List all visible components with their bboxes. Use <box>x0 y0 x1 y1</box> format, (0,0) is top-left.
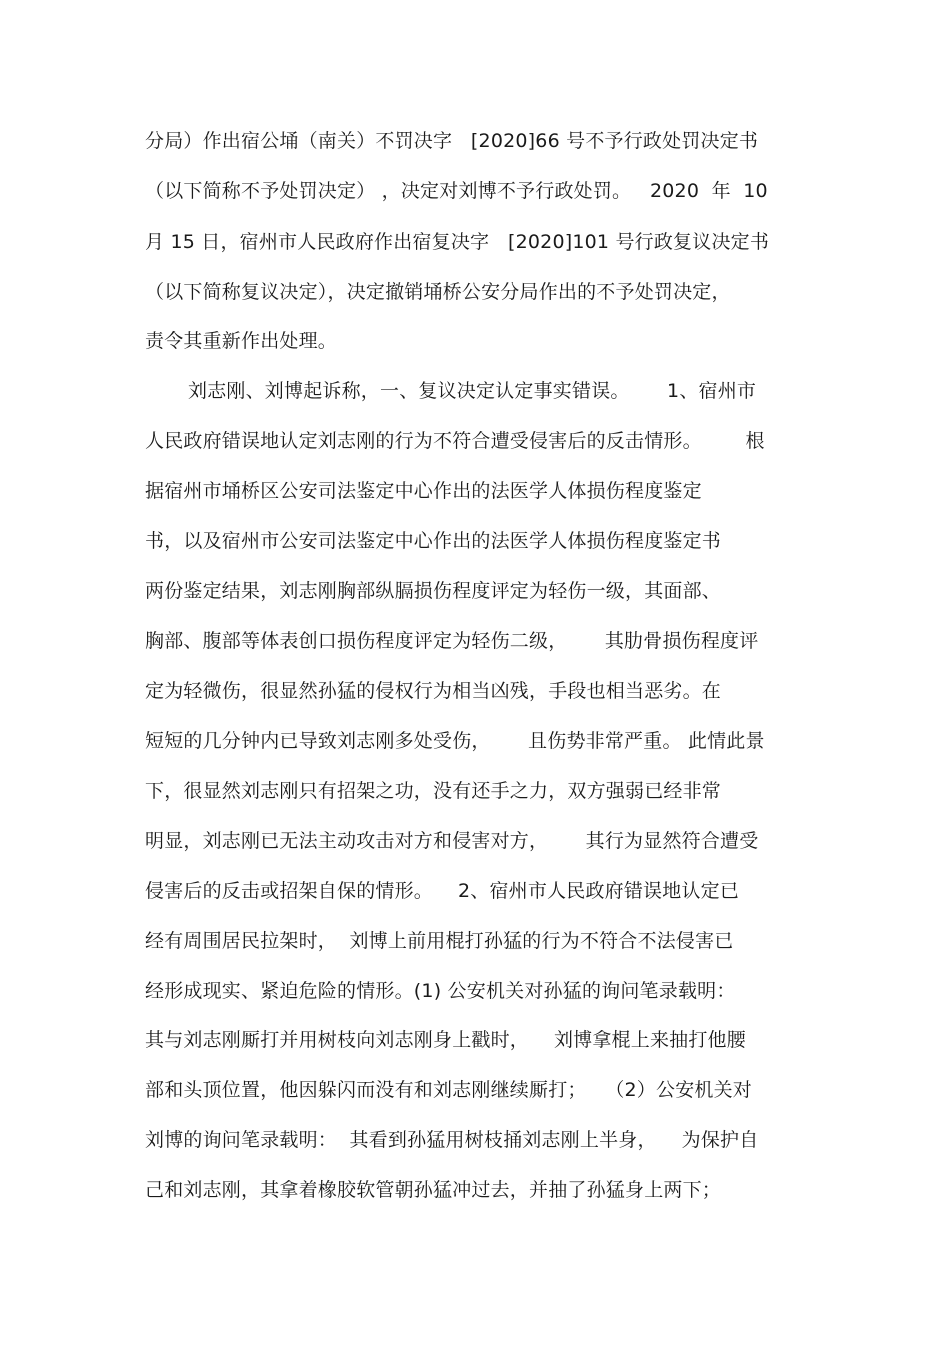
text-line: 其与刘志刚厮打并用树枝向刘志刚身上戳时， 刘博拿棍上来抽打他腰 <box>145 1029 746 1051</box>
text-line: 经有周围居民拉架时， 刘博上前用棍打孙猛的行为不符合不法侵害已 <box>145 930 734 952</box>
text-line: 侵害后的反击或招架自保的情形。 2、宿州市人民政府错误地认定已 <box>145 880 740 902</box>
text-line: 责令其重新作出处理。 <box>145 330 338 352</box>
text-line: （以下简称不予处罚决定） ，决定对刘博不予行政处罚。 2020 年 10 <box>145 180 768 202</box>
text-line: （以下简称复议决定），决定撤销埇桥公安分局作出的不予处罚决定， <box>145 281 731 303</box>
text-line: 两份鉴定结果，刘志刚胸部纵膈损伤程度评定为轻伤一级，其面部、 <box>145 580 722 602</box>
text-line: 下，很显然刘志刚只有招架之功，没有还手之力，双方强弱已经非常 <box>145 780 722 802</box>
text-line: 己和刘志刚，其拿着橡胶软管朝孙猛冲过去，并抽了孙猛身上两下； <box>145 1179 722 1201</box>
text-line: 人民政府错误地认定刘志刚的行为不符合遭受侵害后的反击情形。 根 <box>145 430 765 452</box>
text-line: 据宿州市埇桥区公安司法鉴定中心作出的法医学人体损伤程度鉴定 <box>145 480 702 502</box>
text-line: 经形成现实、紧迫危险的情形。(1) 公安机关对孙猛的询问笔录载明： <box>145 980 736 1002</box>
text-line: 定为轻微伤，很显然孙猛的侵权行为相当凶残，手段也相当恶劣。在 <box>145 680 722 702</box>
text-line: 部和头顶位置，他因躲闪而没有和刘志刚继续厮打； （2）公安机关对 <box>145 1079 753 1101</box>
text-line: 刘博的询问笔录载明： 其看到孙猛用树枝捅刘志刚上半身， 为保护自 <box>145 1129 759 1151</box>
text-line: 明显，刘志刚已无法主动攻击对方和侵害对方， 其行为显然符合遭受 <box>145 830 759 852</box>
text-line: 胸部、腹部等体表创口损伤程度评定为轻伤二级， 其肋骨损伤程度评 <box>145 630 759 652</box>
paragraph-first-line: 刘志刚、刘博起诉称，一、复议决定认定事实错误。 1、宿州市 <box>188 380 757 402</box>
text-line: 书，以及宿州市公安司法鉴定中心作出的法医学人体损伤程度鉴定书 <box>145 530 722 552</box>
text-line: 短短的几分钟内已导致刘志刚多处受伤， 且伤势非常严重。 此情此景 <box>145 730 765 752</box>
text-line: 分局）作出宿公埇（南关）不罚决字 [2020]66 号不予行政处罚决定书 <box>145 130 759 152</box>
text-line: 月 15 日，宿州市人民政府作出宿复决字 [2020]101 号行政复议决定书 <box>145 231 770 253</box>
